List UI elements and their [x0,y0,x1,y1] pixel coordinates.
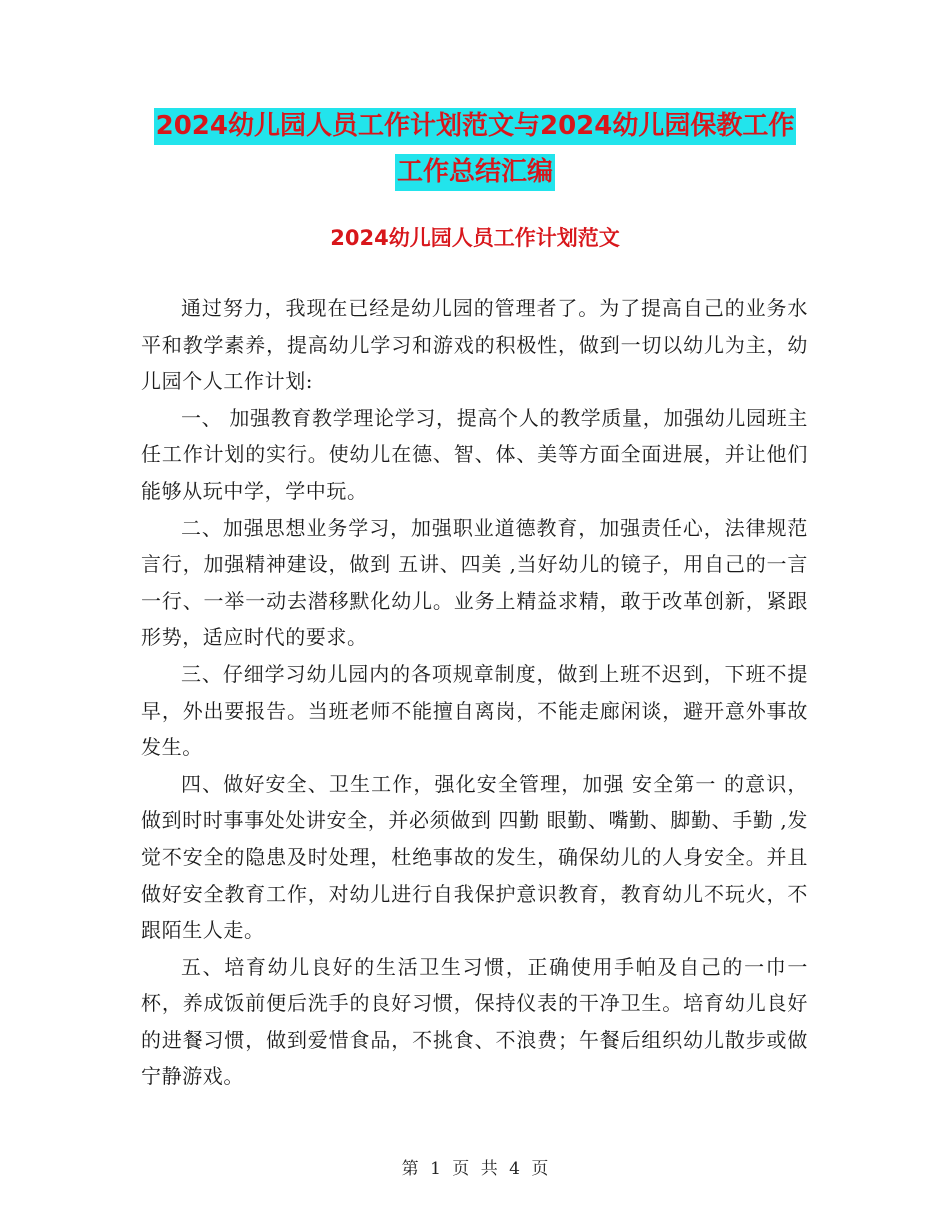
page-footer: 第 1 页 共 4 页 [401,1159,549,1179]
body-text [141,290,808,1095]
paragraph: 三、仔细学习幼儿园内的各项规章制度，做到上班不迟到，下班不提早，外出要报告。当班老师不能擅自离岗，不能走廊闲谈，避开意外事故发生。 [141,661,808,760]
document-title [0,108,950,191]
paragraph: 二、加强思想业务学习，加强职业道德教育，加强责任心，法律规范言行，加强精神建设，做到 五讲、四美 ,当好幼儿的镜子，用自己的一言一行、一举一动去潜移默化幼儿。业务上精益求精，敢于改革创新，紧跟形势，适应时代的要求。 [141,515,808,650]
section-title: 2024幼儿园人员工作计划范文 [330,226,620,250]
paragraph: 通过努力，我现在已经是幼儿园的管理者了。为了提高自己的业务水平和教学素养，提高幼儿学习和游戏的积极性，做到一切以幼儿为主，幼儿园个人工作计划: [141,296,808,394]
paragraph: 一、 加强教育教学理论学习，提高个人的教学质量，加强幼儿园班主任工作计划的实行。使幼儿在德、智、体、美等方面全面进展，并让他们能够从玩中学，学中玩。 [141,405,808,503]
title-line-2: 工作总结汇编 [395,154,555,191]
paragraph: 五、培育幼儿良好的生活卫生习惯，正确使用手帕及自己的一巾一杯，养成饭前便后洗手的良好习惯，保持仪表的干净卫生。培育幼儿良好的进餐习惯，做到爱惜食品，不挑食、不浪费；午餐后组织幼儿散步或做宁静游戏。 [141,954,808,1089]
paragraph: 四、做好安全、卫生工作，强化安全管理，加强 安全第一 的意识，做到时时事事处处讲安全，并必须做到 四勤 眼勤、嘴勤、脚勤、手勤 ,发觉不安全的隐患及时处理，杜绝事故的发生，确保幼儿的人身安全。并且做好安全教育工作，对幼儿进行自我保护意识教育，教育幼儿不玩火，不跟陌生人走。 [141,771,808,943]
title-line-1: 2024幼儿园人员工作计划范文与2024幼儿园保教工作 [154,108,797,145]
